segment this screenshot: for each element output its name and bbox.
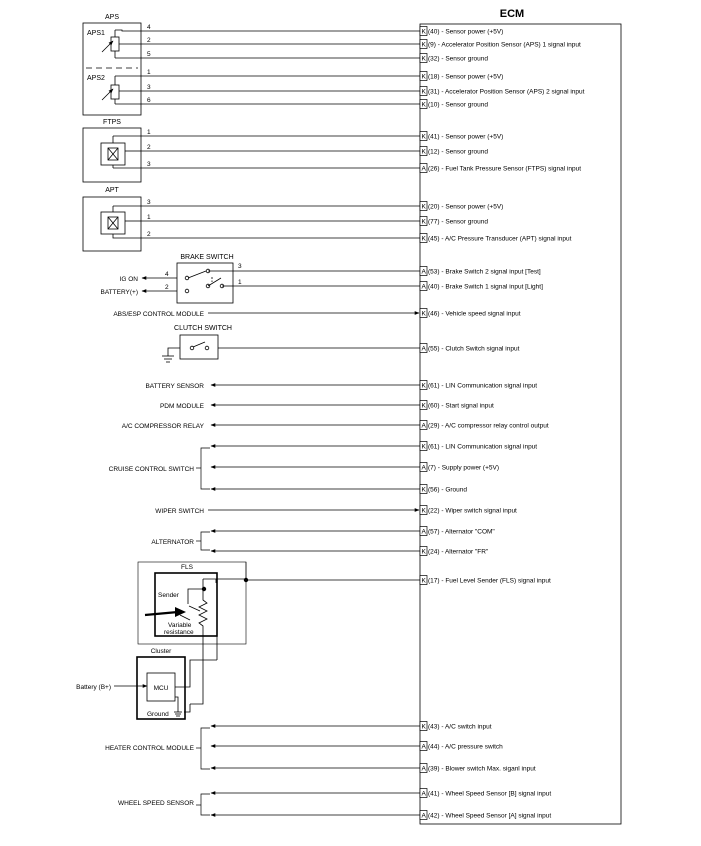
connector-code: K <box>421 723 426 731</box>
ecm-pin-row <box>420 309 521 318</box>
pin-description: (17) - Fuel Level Sender (FLS) signal input <box>428 577 551 585</box>
ecm-pin-row <box>420 72 503 81</box>
wire-number: 2 <box>147 231 151 238</box>
mcu-label: MCU <box>153 685 169 692</box>
ecm-pin-row <box>420 202 503 211</box>
connector-code: A <box>421 283 426 291</box>
ecm-pin-row <box>420 100 488 109</box>
clutch-switch-box <box>180 335 218 359</box>
connector-code: K <box>421 443 426 451</box>
connector-code: A <box>421 812 426 820</box>
pin-description: (41) - Sensor power (+5V) <box>428 133 504 141</box>
connector-code: A <box>421 165 426 173</box>
battery-plus-label: BATTERY(+) <box>100 289 138 296</box>
connector-code: K <box>421 55 426 63</box>
alternator-label: ALTERNATOR <box>151 539 194 546</box>
ecm-pin-row <box>420 282 543 291</box>
pin-description: (32) - Sensor ground <box>428 55 488 63</box>
pin-description: (44) - A/C pressure switch <box>428 743 503 751</box>
ecm-pin-row <box>420 547 489 556</box>
pin-description: (26) - Fuel Tank Pressure Sensor (FTPS) signal input <box>428 165 582 173</box>
ac-relay-label: A/C COMPRESSOR RELAY <box>121 423 204 430</box>
wire-number: 3 <box>238 263 242 270</box>
resistance-label: resistance <box>164 629 194 636</box>
sender-label: Sender <box>158 592 179 599</box>
ecm-pin-row <box>420 742 503 751</box>
ecm-pin-row <box>420 164 581 173</box>
pin-description: (39) - Blower switch Max. siganl input <box>428 765 536 773</box>
ecm-pin-row <box>420 54 488 63</box>
variable-label: Variable <box>168 622 192 629</box>
pin-description: (45) - A/C Pressure Transducer (APT) signal input <box>428 235 572 243</box>
cruise-label: CRUISE CONTROL SWITCH <box>108 466 194 473</box>
connector-code: K <box>421 73 426 81</box>
pin-description: (7) - Supply power (+5V) <box>428 464 499 472</box>
pin-description: (31) - Accelerator Position Sensor (APS) 2 signal input <box>428 88 585 96</box>
connector-code: A <box>421 422 426 430</box>
pin-description: (22) - Wiper switch signal input <box>428 507 517 515</box>
pin-description: (56) - Ground <box>428 486 468 494</box>
aps-label: APS <box>104 14 120 21</box>
cluster-label: Cluster <box>150 648 172 655</box>
ftps-sensor-icon <box>101 136 141 168</box>
pin-description: (46) - Vehicle speed signal input <box>428 310 521 318</box>
pdm-label: PDM MODULE <box>159 403 204 410</box>
wire-number: 3 <box>147 199 151 206</box>
connector-code: K <box>421 402 426 410</box>
ecm-pin-row <box>420 217 488 226</box>
clutch-switch-label: CLUTCH SWITCH <box>174 325 232 332</box>
connector-code: A <box>421 345 426 353</box>
connector-code: K <box>421 148 426 156</box>
fls-node <box>202 587 206 591</box>
ftps-label: FTPS <box>103 119 121 126</box>
ecm-pin-row <box>420 722 492 731</box>
wire-number: 5 <box>147 51 151 58</box>
connector-code: K <box>421 41 426 49</box>
connector-code: K <box>421 235 426 243</box>
pin-description: (55) - Clutch Switch signal input <box>428 345 520 353</box>
ecm-pin-row <box>420 789 551 798</box>
abs-esp-label: ABS/ESP CONTROL MODULE <box>113 311 204 318</box>
ecm-pin-row <box>420 27 503 36</box>
ecm-pin-row <box>420 527 495 536</box>
ecm-pin-row <box>420 764 536 773</box>
pin-description: (53) - Brake Switch 2 signal input [Test] <box>428 268 541 276</box>
pin-description: (40) - Sensor power (+5V) <box>428 28 504 36</box>
connector-code: K <box>421 310 426 318</box>
ecm-pin-row <box>420 506 517 515</box>
connector-code: K <box>421 218 426 226</box>
connector-code: A <box>421 268 426 276</box>
pin-description: (29) - A/C compressor relay control output <box>428 422 549 430</box>
ecm-pin-row <box>420 421 549 430</box>
pin-description: (12) - Sensor ground <box>428 148 488 156</box>
ecm-pin-list <box>420 27 585 820</box>
connector-code: A <box>421 790 426 798</box>
pin-description: (40) - Brake Switch 1 signal input [Light] <box>428 283 543 291</box>
fls-float-arm <box>145 612 178 615</box>
pin-description: (61) - LIN Communication signal input <box>428 382 538 390</box>
ecm-pin-row <box>420 485 467 494</box>
pin-description: (41) - Wheel Speed Sensor [B] signal input <box>428 790 552 798</box>
ecm-pin-row <box>420 40 581 49</box>
connector-code: K <box>421 28 426 36</box>
connector-code: A <box>421 743 426 751</box>
connector-code: A <box>421 765 426 773</box>
wire-number: 4 <box>165 271 169 278</box>
wire-number: 1 <box>147 129 151 136</box>
pin-description: (9) - Accelerator Position Sensor (APS) 1 signal input <box>428 41 581 49</box>
pin-description: (43) - A/C switch input <box>428 723 492 731</box>
pin-description: (61) - LIN Communication signal input <box>428 443 538 451</box>
brake-switch-label: BRAKE SWITCH <box>180 254 234 261</box>
pin-description: (18) - Sensor power (+5V) <box>428 73 504 81</box>
wire-number: 2 <box>147 144 151 151</box>
pin-description: (42) - Wheel Speed Sensor [A] signal input <box>428 812 552 820</box>
ecm-pin-row <box>420 442 537 451</box>
connector-code: K <box>421 548 426 556</box>
pin-description: (24) - Alternator "FR" <box>428 548 489 556</box>
ecm-pin-row <box>420 463 499 472</box>
ecm-pin-row <box>420 576 551 585</box>
fls-label: FLS <box>181 564 193 571</box>
connector-code: A <box>421 528 426 536</box>
ecm-title: ECM <box>499 8 525 20</box>
connector-code: K <box>421 133 426 141</box>
ecm-pin-row <box>420 344 520 353</box>
connector-code: K <box>421 382 426 390</box>
ecm-pin-row <box>420 132 503 141</box>
ig-on-label: IG ON <box>119 276 138 283</box>
apt-sensor-icon <box>101 206 141 238</box>
pin-description: (60) - Start signal input <box>428 402 494 410</box>
fls-junction <box>244 578 248 582</box>
pin-description: (77) - Sensor ground <box>428 218 488 226</box>
ecm-pin-row <box>420 87 585 96</box>
wire-number: 3 <box>147 161 151 168</box>
brake-switch-box <box>177 263 233 303</box>
ecm-pin-row <box>420 811 551 820</box>
pin-description: (20) - Sensor power (+5V) <box>428 203 504 211</box>
heater-label: HEATER CONTROL MODULE <box>105 745 194 752</box>
wire-number: 1 <box>147 214 151 221</box>
ecm-pin-row <box>420 234 572 243</box>
connector-code: A <box>421 464 426 472</box>
wire-number: 3 <box>147 84 151 91</box>
apt-label: APT <box>105 187 119 194</box>
pin-description: (57) - Alternator "COM" <box>428 528 495 536</box>
wire-number: 2 <box>147 37 151 44</box>
wire-number: 1 <box>238 279 242 286</box>
wheel-speed-label: WHEEL SPEED SENSOR <box>118 800 194 807</box>
connector-code: K <box>421 577 426 585</box>
connector-code: K <box>421 203 426 211</box>
wire-number: 6 <box>147 97 151 104</box>
brake-switch-contacts <box>185 269 233 293</box>
wire-number: 4 <box>147 24 151 31</box>
connector-code: K <box>421 101 426 109</box>
connector-code: K <box>421 88 426 96</box>
battery-sensor-label: BATTERY SENSOR <box>145 383 204 390</box>
wire-number: 1 <box>147 69 151 76</box>
aps1-label: APS1 <box>87 30 105 37</box>
battery-b-label: Battery (B+) <box>76 684 111 691</box>
ecm-pin-row <box>420 401 494 410</box>
wire-number: 2 <box>165 284 169 291</box>
wire-numbers <box>147 24 242 291</box>
connector-code: K <box>421 486 426 494</box>
ecm-pin-row <box>420 381 537 390</box>
pin-description: (10) - Sensor ground <box>428 101 488 109</box>
aps2-label: APS2 <box>87 75 105 82</box>
cluster-ground-label: Ground <box>147 711 169 718</box>
ecm-pin-row <box>420 147 488 156</box>
connector-code: K <box>421 507 426 515</box>
ecm-pin-row <box>420 267 541 276</box>
wiper-label: WIPER SWITCH <box>155 508 204 515</box>
